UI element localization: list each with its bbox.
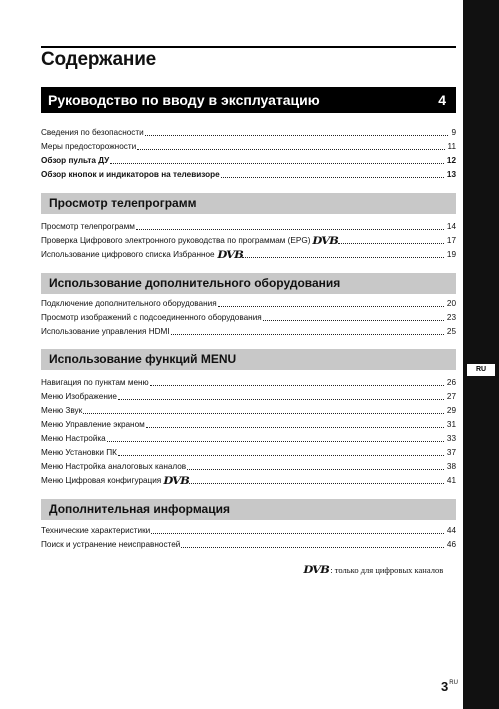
section-page: 4	[438, 92, 446, 108]
toc-line[interactable]	[41, 297, 456, 310]
language-tab: RU	[467, 364, 495, 376]
toc-line[interactable]	[41, 168, 456, 181]
toc-line[interactable]	[41, 538, 456, 551]
toc-line[interactable]	[41, 418, 456, 431]
side-tab-strip	[463, 0, 499, 709]
toc-dots	[83, 412, 444, 414]
toc-text: Проверка Цифрового электронного руководства по программам (EPG)	[41, 236, 311, 245]
toc-text: Обзор кнопок и индикаторов на телевизоре	[41, 170, 220, 179]
toc-text: Подключение дополнительного оборудования	[41, 299, 217, 308]
toc-page: 38	[446, 462, 456, 471]
toc-line[interactable]	[41, 325, 456, 338]
section-header-info[interactable]	[41, 499, 456, 520]
toc-line[interactable]	[41, 446, 456, 459]
section-header-setup[interactable]	[41, 87, 456, 113]
section-title: Руководство по вводу в эксплуатацию	[48, 92, 320, 108]
toc-line[interactable]	[41, 234, 456, 247]
toc-dots	[263, 319, 444, 321]
toc-dots	[189, 482, 444, 484]
toc-text: Просмотр изображений с подсоединенного оборудования	[41, 313, 262, 322]
toc-dots	[181, 546, 444, 548]
page-language: RU	[449, 680, 458, 686]
toc-page: 14	[446, 222, 456, 231]
dvb-logo-icon: DVB	[216, 250, 243, 261]
dvb-logo-icon: DVB	[303, 565, 329, 576]
toc-dots	[338, 242, 444, 244]
toc-dots	[137, 148, 444, 150]
section-title: Использование функций MENU	[49, 352, 237, 366]
toc-text: Меню Установки ПК	[41, 448, 117, 457]
dvb-logo-icon: DVB	[312, 236, 339, 247]
toc-page: 9	[451, 128, 456, 137]
toc-page: 11	[447, 142, 456, 151]
toc-text: Использование управления HDMI	[41, 327, 170, 336]
section-title: Просмотр телепрограмм	[49, 196, 197, 210]
toc-text: Меры предосторожности	[41, 142, 137, 151]
toc-dots	[171, 333, 444, 335]
page-number-value: 3	[441, 679, 449, 694]
page-title: Содержание	[41, 49, 157, 70]
toc-dots	[221, 176, 444, 178]
toc-page: 46	[446, 540, 456, 549]
toc-dots	[146, 426, 444, 428]
section-title: Использование дополнительного оборудования	[49, 276, 341, 290]
toc-line[interactable]	[41, 474, 456, 487]
toc-page: 20	[446, 299, 456, 308]
toc-text: Использование цифрового списка Избранное	[41, 250, 215, 259]
toc-page: 23	[446, 313, 456, 322]
toc-dots	[118, 398, 444, 400]
toc-page: 31	[446, 420, 456, 429]
toc-line[interactable]	[41, 126, 456, 139]
toc-text: Поиск и устранение неисправностей	[41, 540, 181, 549]
toc-text: Просмотр телепрограмм	[41, 222, 135, 231]
toc-page: 12	[446, 156, 456, 165]
toc-line[interactable]	[41, 390, 456, 403]
toc-dots	[118, 454, 444, 456]
toc-page: 25	[446, 327, 456, 336]
toc-dots	[145, 134, 449, 136]
toc-text: Меню Звук	[41, 406, 83, 415]
toc-text: Меню Изображение	[41, 392, 117, 401]
toc-page: 33	[446, 434, 456, 443]
toc-page: 26	[446, 378, 456, 387]
footnote-text: : только для цифровых каналов	[330, 565, 444, 575]
toc-dots	[218, 305, 444, 307]
section-header-watching[interactable]	[41, 193, 456, 214]
toc-line[interactable]	[41, 524, 456, 537]
toc-dots	[110, 162, 444, 164]
toc-page: 17	[446, 236, 456, 245]
toc-text: Меню Настройка аналоговых каналов	[41, 462, 187, 471]
toc-line[interactable]	[41, 432, 456, 445]
toc-page: 13	[446, 170, 456, 179]
toc-line[interactable]	[41, 220, 456, 233]
toc-text: Меню Управление экраном	[41, 420, 145, 429]
title-rule	[41, 46, 456, 48]
toc-page: 19	[446, 250, 456, 259]
section-title: Дополнительная информация	[49, 502, 230, 516]
page-number	[441, 679, 458, 694]
section-header-menu[interactable]	[41, 349, 456, 370]
toc-page: 41	[446, 476, 456, 485]
toc-dots	[136, 228, 444, 230]
toc-page: 44	[446, 526, 456, 535]
toc-line[interactable]	[41, 460, 456, 473]
toc-line[interactable]	[41, 376, 456, 389]
toc-text: Сведения по безопасности	[41, 128, 144, 137]
toc-text: Навигация по пунктам меню	[41, 378, 149, 387]
dvb-logo-icon: DVB	[163, 476, 190, 487]
section-header-equipment[interactable]	[41, 273, 456, 294]
toc-line[interactable]	[41, 140, 456, 153]
toc-text: Обзор пульта ДУ	[41, 156, 110, 165]
toc-text: Меню Настройка	[41, 434, 106, 443]
toc-dots	[242, 256, 444, 258]
toc-dots	[187, 468, 444, 470]
toc-page: 29	[446, 406, 456, 415]
toc-line[interactable]	[41, 311, 456, 324]
toc-line[interactable]	[41, 154, 456, 167]
toc-dots	[150, 384, 444, 386]
toc-dots	[151, 532, 444, 534]
toc-page: 27	[446, 392, 456, 401]
toc-dots	[107, 440, 444, 442]
toc-line[interactable]	[41, 404, 456, 417]
toc-text: Технические характеристики	[41, 526, 151, 535]
toc-text: Меню Цифровая конфигурация	[41, 476, 162, 485]
toc-page: 37	[446, 448, 456, 457]
dvb-footnote	[305, 565, 443, 576]
toc-line[interactable]	[41, 248, 456, 261]
